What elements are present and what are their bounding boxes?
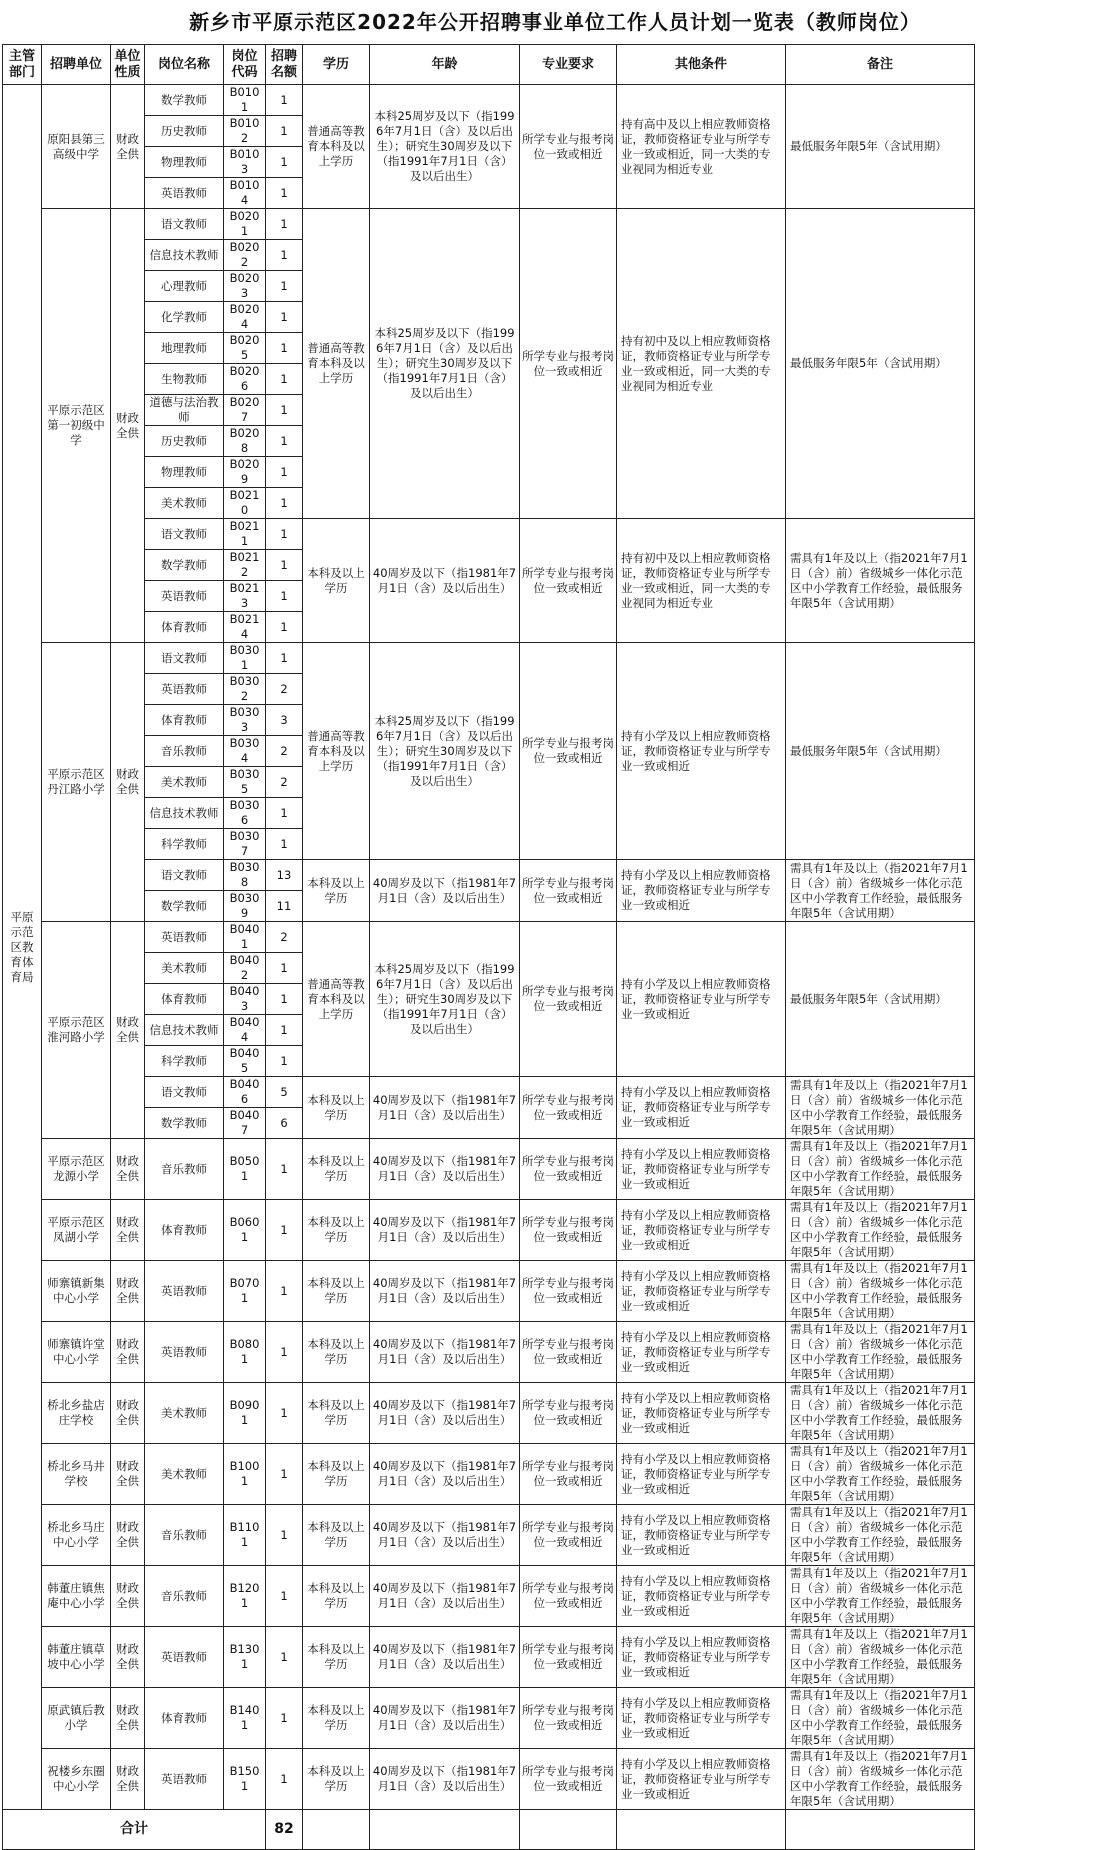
table-row — [3, 922, 975, 953]
remark-cell: 需具有1年及以上（指2021年7月1日（含）前）省级城乡一体化示范区中小学教育工作经验，最低服务年限5年（含试用期） — [786, 1505, 975, 1566]
age-cell: 40周岁及以下（指1981年7月1日（含）及以后出生） — [370, 860, 520, 922]
post-name-cell: 英语教师 — [145, 1627, 224, 1688]
quota-cell: 1 — [266, 116, 303, 147]
nature-cell: 财政全供 — [111, 1444, 145, 1505]
post-name-cell: 物理教师 — [145, 457, 224, 488]
quota-cell: 1 — [266, 1749, 303, 1810]
quota-cell: 1 — [266, 457, 303, 488]
major-cell: 所学专业与报考岗位一致或相近 — [520, 1566, 617, 1627]
major-cell: 所学专业与报考岗位一致或相近 — [520, 860, 617, 922]
quota-cell: 1 — [266, 1627, 303, 1688]
post-code-cell: B0210 — [224, 488, 266, 519]
post-name-cell: 化学教师 — [145, 302, 224, 333]
nature-cell: 财政全供 — [111, 1322, 145, 1383]
major-cell: 所学专业与报考岗位一致或相近 — [520, 1139, 617, 1200]
post-code-cell: B0306 — [224, 798, 266, 829]
other-conditions-cell: 持有高中及以上相应教师资格证，教师资格证专业与所学专业一致或相近，同一大类的专业视同为相近专业 — [617, 85, 786, 209]
table-row — [3, 1688, 975, 1749]
quota-cell: 11 — [266, 891, 303, 922]
post-name-cell: 心理教师 — [145, 271, 224, 302]
post-name-cell: 数学教师 — [145, 550, 224, 581]
post-code-cell: B0303 — [224, 705, 266, 736]
nature-cell: 财政全供 — [111, 1139, 145, 1200]
age-cell: 40周岁及以下（指1981年7月1日（含）及以后出生） — [370, 1139, 520, 1200]
nature-cell: 财政全供 — [111, 209, 145, 643]
post-code-cell: B0207 — [224, 395, 266, 426]
post-code-cell: B0204 — [224, 302, 266, 333]
post-code-cell: B0305 — [224, 767, 266, 798]
remark-cell: 需具有1年及以上（指2021年7月1日（含）前）省级城乡一体化示范区中小学教育工作经验，最低服务年限5年（含试用期） — [786, 1139, 975, 1200]
post-code-cell: B0401 — [224, 922, 266, 953]
nature-cell: 财政全供 — [111, 1261, 145, 1322]
education-cell: 本科及以上学历 — [303, 1077, 370, 1139]
age-cell: 40周岁及以下（指1981年7月1日（含）及以后出生） — [370, 1505, 520, 1566]
post-name-cell: 语文教师 — [145, 860, 224, 891]
table-row — [3, 1566, 975, 1627]
post-code-cell: B0101 — [224, 85, 266, 116]
unit-cell: 师寨镇许堂中心小学 — [42, 1322, 111, 1383]
post-code-cell: B0102 — [224, 116, 266, 147]
education-cell: 普通高等教育本科及以上学历 — [303, 643, 370, 860]
table-row — [3, 85, 975, 116]
education-cell: 本科及以上学历 — [303, 1261, 370, 1322]
quota-cell: 1 — [266, 643, 303, 674]
table-body — [3, 85, 975, 1850]
empty-cell — [520, 1810, 617, 1850]
other-conditions-cell: 持有小学及以上相应教师资格证，教师资格证专业与所学专业一致或相近 — [617, 1077, 786, 1139]
post-code-cell: B0307 — [224, 829, 266, 860]
quota-cell: 1 — [266, 147, 303, 178]
age-cell: 40周岁及以下（指1981年7月1日（含）及以后出生） — [370, 1200, 520, 1261]
quota-cell: 1 — [266, 1566, 303, 1627]
post-name-cell: 体育教师 — [145, 984, 224, 1015]
nature-cell: 财政全供 — [111, 1566, 145, 1627]
quota-cell: 5 — [266, 1077, 303, 1108]
post-name-cell: 英语教师 — [145, 1261, 224, 1322]
post-name-cell: 英语教师 — [145, 674, 224, 705]
quota-cell: 1 — [266, 333, 303, 364]
post-name-cell: 音乐教师 — [145, 1505, 224, 1566]
other-conditions-cell: 持有小学及以上相应教师资格证，教师资格证专业与所学专业一致或相近 — [617, 922, 786, 1077]
table-row — [3, 209, 975, 240]
post-name-cell: 物理教师 — [145, 147, 224, 178]
remark-cell: 需具有1年及以上（指2021年7月1日（含）前）省级城乡一体化示范区中小学教育工作经验，最低服务年限5年（含试用期） — [786, 1627, 975, 1688]
other-conditions-cell: 持有小学及以上相应教师资格证，教师资格证专业与所学专业一致或相近 — [617, 860, 786, 922]
remark-cell: 需具有1年及以上（指2021年7月1日（含）前）省级城乡一体化示范区中小学教育工作经验，最低服务年限5年（含试用期） — [786, 860, 975, 922]
post-name-cell: 科学教师 — [145, 829, 224, 860]
quota-cell: 1 — [266, 953, 303, 984]
header-dept: 主管部门 — [3, 45, 42, 85]
major-cell: 所学专业与报考岗位一致或相近 — [520, 1627, 617, 1688]
nature-cell: 财政全供 — [111, 922, 145, 1139]
post-name-cell: 信息技术教师 — [145, 1015, 224, 1046]
post-code-cell: B0202 — [224, 240, 266, 271]
education-cell: 普通高等教育本科及以上学历 — [303, 85, 370, 209]
other-conditions-cell: 持有小学及以上相应教师资格证，教师资格证专业与所学专业一致或相近 — [617, 1688, 786, 1749]
post-name-cell: 科学教师 — [145, 1046, 224, 1077]
quota-cell: 6 — [266, 1108, 303, 1139]
post-name-cell: 美术教师 — [145, 1444, 224, 1505]
other-conditions-cell: 持有小学及以上相应教师资格证，教师资格证专业与所学专业一致或相近 — [617, 1139, 786, 1200]
empty-cell — [370, 1810, 520, 1850]
post-code-cell: B0301 — [224, 643, 266, 674]
unit-cell: 桥北乡盐店庄学校 — [42, 1383, 111, 1444]
table-row — [3, 1261, 975, 1322]
header-quota: 招聘名额 — [266, 45, 303, 85]
table-row — [3, 1139, 975, 1200]
unit-cell: 韩董庄镇焦庵中心小学 — [42, 1566, 111, 1627]
remark-cell: 最低服务年限5年（含试用期） — [786, 643, 975, 860]
quota-cell: 1 — [266, 984, 303, 1015]
nature-cell: 财政全供 — [111, 1505, 145, 1566]
post-code-cell: B0309 — [224, 891, 266, 922]
post-code-cell: B0601 — [224, 1200, 266, 1261]
unit-cell: 原阳县第三高级中学 — [42, 85, 111, 209]
remark-cell: 需具有1年及以上（指2021年7月1日（含）前）省级城乡一体化示范区中小学教育工作经验，最低服务年限5年（含试用期） — [786, 1261, 975, 1322]
post-name-cell: 音乐教师 — [145, 736, 224, 767]
header-nature: 单位性质 — [111, 45, 145, 85]
post-name-cell: 语文教师 — [145, 643, 224, 674]
nature-cell: 财政全供 — [111, 643, 145, 922]
header-remark: 备注 — [786, 45, 975, 85]
total-row — [3, 1810, 975, 1850]
quota-cell: 1 — [266, 550, 303, 581]
quota-cell: 1 — [266, 488, 303, 519]
recruitment-table — [2, 44, 975, 1850]
major-cell: 所学专业与报考岗位一致或相近 — [520, 519, 617, 643]
education-cell: 本科及以上学历 — [303, 519, 370, 643]
remark-cell: 需具有1年及以上（指2021年7月1日（含）前）省级城乡一体化示范区中小学教育工作经验，最低服务年限5年（含试用期） — [786, 1566, 975, 1627]
post-name-cell: 英语教师 — [145, 1749, 224, 1810]
post-code-cell: B0404 — [224, 1015, 266, 1046]
table-row — [3, 1383, 975, 1444]
nature-cell: 财政全供 — [111, 1200, 145, 1261]
remark-cell: 需具有1年及以上（指2021年7月1日（含）前）省级城乡一体化示范区中小学教育工作经验，最低服务年限5年（含试用期） — [786, 1688, 975, 1749]
empty-cell — [786, 1810, 975, 1850]
empty-cell — [303, 1810, 370, 1850]
education-cell: 本科及以上学历 — [303, 1200, 370, 1261]
major-cell: 所学专业与报考岗位一致或相近 — [520, 1505, 617, 1566]
quota-cell: 2 — [266, 922, 303, 953]
major-cell: 所学专业与报考岗位一致或相近 — [520, 1322, 617, 1383]
table-row — [3, 643, 975, 674]
nature-cell: 财政全供 — [111, 1627, 145, 1688]
age-cell: 40周岁及以下（指1981年7月1日（含）及以后出生） — [370, 1444, 520, 1505]
age-cell: 40周岁及以下（指1981年7月1日（含）及以后出生） — [370, 1566, 520, 1627]
post-code-cell: B0212 — [224, 550, 266, 581]
education-cell: 本科及以上学历 — [303, 860, 370, 922]
unit-cell: 平原示范区丹江路小学 — [42, 643, 111, 922]
post-name-cell: 生物教师 — [145, 364, 224, 395]
post-name-cell: 体育教师 — [145, 1688, 224, 1749]
major-cell: 所学专业与报考岗位一致或相近 — [520, 85, 617, 209]
remark-cell: 需具有1年及以上（指2021年7月1日（含）前）省级城乡一体化示范区中小学教育工作经验，最低服务年限5年（含试用期） — [786, 1322, 975, 1383]
other-conditions-cell: 持有小学及以上相应教师资格证，教师资格证专业与所学专业一致或相近 — [617, 1566, 786, 1627]
post-name-cell: 音乐教师 — [145, 1139, 224, 1200]
remark-cell: 最低服务年限5年（含试用期） — [786, 85, 975, 209]
remark-cell: 需具有1年及以上（指2021年7月1日（含）前）省级城乡一体化示范区中小学教育工作经验，最低服务年限5年（含试用期） — [786, 519, 975, 643]
quota-cell: 1 — [266, 1505, 303, 1566]
quota-cell: 1 — [266, 1046, 303, 1077]
quota-cell: 1 — [266, 85, 303, 116]
post-name-cell: 信息技术教师 — [145, 240, 224, 271]
quota-cell: 1 — [266, 271, 303, 302]
header-post: 岗位名称 — [145, 45, 224, 85]
post-code-cell: B0206 — [224, 364, 266, 395]
empty-cell — [617, 1810, 786, 1850]
quota-cell: 1 — [266, 395, 303, 426]
header-major: 专业要求 — [520, 45, 617, 85]
other-conditions-cell: 持有小学及以上相应教师资格证，教师资格证专业与所学专业一致或相近 — [617, 1749, 786, 1810]
education-cell: 本科及以上学历 — [303, 1566, 370, 1627]
post-name-cell: 体育教师 — [145, 612, 224, 643]
quota-cell: 1 — [266, 519, 303, 550]
other-conditions-cell: 持有小学及以上相应教师资格证，教师资格证专业与所学专业一致或相近 — [617, 1322, 786, 1383]
post-code-cell: B1501 — [224, 1749, 266, 1810]
age-cell: 40周岁及以下（指1981年7月1日（含）及以后出生） — [370, 519, 520, 643]
post-code-cell: B0205 — [224, 333, 266, 364]
table-row — [3, 1749, 975, 1810]
remark-cell: 最低服务年限5年（含试用期） — [786, 209, 975, 519]
major-cell: 所学专业与报考岗位一致或相近 — [520, 1261, 617, 1322]
education-cell: 本科及以上学历 — [303, 1627, 370, 1688]
post-code-cell: B1201 — [224, 1566, 266, 1627]
quota-cell: 1 — [266, 364, 303, 395]
post-code-cell: B0214 — [224, 612, 266, 643]
post-name-cell: 美术教师 — [145, 488, 224, 519]
quota-cell: 13 — [266, 860, 303, 891]
quota-cell: 1 — [266, 178, 303, 209]
remark-cell: 需具有1年及以上（指2021年7月1日（含）前）省级城乡一体化示范区中小学教育工作经验，最低服务年限5年（含试用期） — [786, 1383, 975, 1444]
unit-cell: 平原示范区龙源小学 — [42, 1139, 111, 1200]
other-conditions-cell: 持有小学及以上相应教师资格证，教师资格证专业与所学专业一致或相近 — [617, 1505, 786, 1566]
post-name-cell: 体育教师 — [145, 1200, 224, 1261]
post-name-cell: 英语教师 — [145, 1322, 224, 1383]
major-cell: 所学专业与报考岗位一致或相近 — [520, 1688, 617, 1749]
total-value: 82 — [266, 1810, 303, 1850]
table-row — [3, 860, 975, 891]
post-code-cell: B0211 — [224, 519, 266, 550]
header-unit: 招聘单位 — [42, 45, 111, 85]
unit-cell: 桥北乡马庄中心小学 — [42, 1505, 111, 1566]
post-name-cell: 美术教师 — [145, 1383, 224, 1444]
age-cell: 40周岁及以下（指1981年7月1日（含）及以后出生） — [370, 1261, 520, 1322]
post-name-cell: 英语教师 — [145, 922, 224, 953]
other-conditions-cell: 持有小学及以上相应教师资格证，教师资格证专业与所学专业一致或相近 — [617, 1383, 786, 1444]
quota-cell: 1 — [266, 1383, 303, 1444]
major-cell: 所学专业与报考岗位一致或相近 — [520, 1077, 617, 1139]
quota-cell: 1 — [266, 1688, 303, 1749]
post-code-cell: B0209 — [224, 457, 266, 488]
nature-cell: 财政全供 — [111, 1749, 145, 1810]
post-code-cell: B0213 — [224, 581, 266, 612]
unit-cell: 桥北乡马井学校 — [42, 1444, 111, 1505]
table-row — [3, 1077, 975, 1108]
quota-cell: 1 — [266, 1261, 303, 1322]
other-conditions-cell: 持有小学及以上相应教师资格证，教师资格证专业与所学专业一致或相近 — [617, 1627, 786, 1688]
other-conditions-cell: 持有初中及以上相应教师资格证，教师资格证专业与所学专业一致或相近，同一大类的专业视同为相近专业 — [617, 519, 786, 643]
other-conditions-cell: 持有初中及以上相应教师资格证，教师资格证专业与所学专业一致或相近，同一大类的专业视同为相近专业 — [617, 209, 786, 519]
other-conditions-cell: 持有小学及以上相应教师资格证，教师资格证专业与所学专业一致或相近 — [617, 1200, 786, 1261]
post-code-cell: B0203 — [224, 271, 266, 302]
post-code-cell: B0208 — [224, 426, 266, 457]
post-code-cell: B1401 — [224, 1688, 266, 1749]
post-code-cell: B0801 — [224, 1322, 266, 1383]
post-code-cell: B0901 — [224, 1383, 266, 1444]
post-code-cell: B0406 — [224, 1077, 266, 1108]
post-code-cell: B0103 — [224, 147, 266, 178]
remark-cell: 最低服务年限5年（含试用期） — [786, 922, 975, 1077]
major-cell: 所学专业与报考岗位一致或相近 — [520, 1444, 617, 1505]
age-cell: 本科25周岁及以下（指1996年7月1日（含）及以后出生）；研究生30周岁及以下（指1991年7月1日（含）及以后出生） — [370, 643, 520, 860]
post-code-cell: B0402 — [224, 953, 266, 984]
post-name-cell: 道德与法治教师 — [145, 395, 224, 426]
table-row — [3, 1444, 975, 1505]
table-row — [3, 1505, 975, 1566]
quota-cell: 1 — [266, 426, 303, 457]
post-name-cell: 数学教师 — [145, 891, 224, 922]
age-cell: 本科25周岁及以下（指1996年7月1日（含）及以后出生）；研究生30周岁及以下（指1991年7月1日（含）及以后出生） — [370, 85, 520, 209]
unit-cell: 平原示范区凤湖小学 — [42, 1200, 111, 1261]
quota-cell: 2 — [266, 767, 303, 798]
quota-cell: 1 — [266, 612, 303, 643]
education-cell: 本科及以上学历 — [303, 1383, 370, 1444]
quota-cell: 1 — [266, 1322, 303, 1383]
unit-cell: 师寨镇新集中心小学 — [42, 1261, 111, 1322]
post-code-cell: B0308 — [224, 860, 266, 891]
post-code-cell: B0405 — [224, 1046, 266, 1077]
education-cell: 本科及以上学历 — [303, 1749, 370, 1810]
post-name-cell: 音乐教师 — [145, 1566, 224, 1627]
total-label: 合计 — [3, 1810, 266, 1850]
quota-cell: 1 — [266, 1015, 303, 1046]
post-name-cell: 数学教师 — [145, 85, 224, 116]
post-name-cell: 历史教师 — [145, 116, 224, 147]
major-cell: 所学专业与报考岗位一致或相近 — [520, 922, 617, 1077]
post-name-cell: 语文教师 — [145, 209, 224, 240]
remark-cell: 需具有1年及以上（指2021年7月1日（含）前）省级城乡一体化示范区中小学教育工作经验，最低服务年限5年（含试用期） — [786, 1444, 975, 1505]
post-code-cell: B0104 — [224, 178, 266, 209]
unit-cell: 原武镇后教小学 — [42, 1688, 111, 1749]
header-age: 年龄 — [370, 45, 520, 85]
education-cell: 普通高等教育本科及以上学历 — [303, 209, 370, 519]
post-name-cell: 英语教师 — [145, 178, 224, 209]
unit-cell: 平原示范区第一初级中学 — [42, 209, 111, 643]
quota-cell: 1 — [266, 798, 303, 829]
age-cell: 40周岁及以下（指1981年7月1日（含）及以后出生） — [370, 1688, 520, 1749]
post-code-cell: B0304 — [224, 736, 266, 767]
department-cell: 平原示范区教育体育局 — [3, 85, 42, 1810]
education-cell: 普通高等教育本科及以上学历 — [303, 922, 370, 1077]
post-name-cell: 体育教师 — [145, 705, 224, 736]
other-conditions-cell: 持有小学及以上相应教师资格证，教师资格证专业与所学专业一致或相近 — [617, 1444, 786, 1505]
other-conditions-cell: 持有小学及以上相应教师资格证，教师资格证专业与所学专业一致或相近 — [617, 1261, 786, 1322]
post-name-cell: 美术教师 — [145, 767, 224, 798]
quota-cell: 1 — [266, 1200, 303, 1261]
quota-cell: 1 — [266, 1444, 303, 1505]
major-cell: 所学专业与报考岗位一致或相近 — [520, 1383, 617, 1444]
education-cell: 本科及以上学历 — [303, 1322, 370, 1383]
age-cell: 本科25周岁及以下（指1996年7月1日（含）及以后出生）；研究生30周岁及以下（指1991年7月1日（含）及以后出生） — [370, 922, 520, 1077]
age-cell: 40周岁及以下（指1981年7月1日（含）及以后出生） — [370, 1627, 520, 1688]
quota-cell: 1 — [266, 240, 303, 271]
nature-cell: 财政全供 — [111, 1688, 145, 1749]
education-cell: 本科及以上学历 — [303, 1505, 370, 1566]
unit-cell: 平原示范区淮河路小学 — [42, 922, 111, 1139]
post-code-cell: B1001 — [224, 1444, 266, 1505]
quota-cell: 1 — [266, 302, 303, 333]
post-code-cell: B0701 — [224, 1261, 266, 1322]
post-name-cell: 信息技术教师 — [145, 798, 224, 829]
education-cell: 本科及以上学历 — [303, 1139, 370, 1200]
post-name-cell: 英语教师 — [145, 581, 224, 612]
remark-cell: 需具有1年及以上（指2021年7月1日（含）前）省级城乡一体化示范区中小学教育工作经验，最低服务年限5年（含试用期） — [786, 1200, 975, 1261]
header-row — [3, 45, 975, 85]
quota-cell: 3 — [266, 705, 303, 736]
nature-cell: 财政全供 — [111, 1383, 145, 1444]
table-row — [3, 519, 975, 550]
quota-cell: 1 — [266, 209, 303, 240]
major-cell: 所学专业与报考岗位一致或相近 — [520, 209, 617, 519]
quota-cell: 1 — [266, 829, 303, 860]
post-name-cell: 语文教师 — [145, 1077, 224, 1108]
post-name-cell: 美术教师 — [145, 953, 224, 984]
table-row — [3, 1627, 975, 1688]
age-cell: 40周岁及以下（指1981年7月1日（含）及以后出生） — [370, 1749, 520, 1810]
quota-cell: 1 — [266, 581, 303, 612]
major-cell: 所学专业与报考岗位一致或相近 — [520, 1200, 617, 1261]
age-cell: 40周岁及以下（指1981年7月1日（含）及以后出生） — [370, 1077, 520, 1139]
header-edu: 学历 — [303, 45, 370, 85]
post-code-cell: B0407 — [224, 1108, 266, 1139]
header-code: 岗位代码 — [224, 45, 266, 85]
unit-cell: 韩董庄镇草坡中心小学 — [42, 1627, 111, 1688]
table-row — [3, 1322, 975, 1383]
post-name-cell: 历史教师 — [145, 426, 224, 457]
table-row — [3, 1200, 975, 1261]
post-code-cell: B0201 — [224, 209, 266, 240]
age-cell: 40周岁及以下（指1981年7月1日（含）及以后出生） — [370, 1322, 520, 1383]
education-cell: 本科及以上学历 — [303, 1444, 370, 1505]
document-title: 新乡市平原示范区2022年公开招聘事业单位工作人员计划一览表（教师岗位） — [189, 10, 921, 34]
post-code-cell: B0501 — [224, 1139, 266, 1200]
unit-cell: 祝楼乡东圈中心小学 — [42, 1749, 111, 1810]
quota-cell: 2 — [266, 736, 303, 767]
post-code-cell: B1101 — [224, 1505, 266, 1566]
remark-cell: 需具有1年及以上（指2021年7月1日（含）前）省级城乡一体化示范区中小学教育工作经验，最低服务年限5年（含试用期） — [786, 1077, 975, 1139]
quota-cell: 1 — [266, 1139, 303, 1200]
post-code-cell: B0403 — [224, 984, 266, 1015]
age-cell: 本科25周岁及以下（指1996年7月1日（含）及以后出生）；研究生30周岁及以下（指1991年7月1日（含）及以后出生） — [370, 209, 520, 519]
nature-cell: 财政全供 — [111, 85, 145, 209]
post-code-cell: B1301 — [224, 1627, 266, 1688]
post-name-cell: 语文教师 — [145, 519, 224, 550]
post-name-cell: 数学教师 — [145, 1108, 224, 1139]
other-conditions-cell: 持有小学及以上相应教师资格证，教师资格证专业与所学专业一致或相近 — [617, 643, 786, 860]
post-code-cell: B0302 — [224, 674, 266, 705]
age-cell: 40周岁及以下（指1981年7月1日（含）及以后出生） — [370, 1383, 520, 1444]
header-other: 其他条件 — [617, 45, 786, 85]
education-cell: 本科及以上学历 — [303, 1688, 370, 1749]
post-name-cell: 地理教师 — [145, 333, 224, 364]
remark-cell: 需具有1年及以上（指2021年7月1日（含）前）省级城乡一体化示范区中小学教育工作经验，最低服务年限5年（含试用期） — [786, 1749, 975, 1810]
major-cell: 所学专业与报考岗位一致或相近 — [520, 1749, 617, 1810]
major-cell: 所学专业与报考岗位一致或相近 — [520, 643, 617, 860]
quota-cell: 2 — [266, 674, 303, 705]
